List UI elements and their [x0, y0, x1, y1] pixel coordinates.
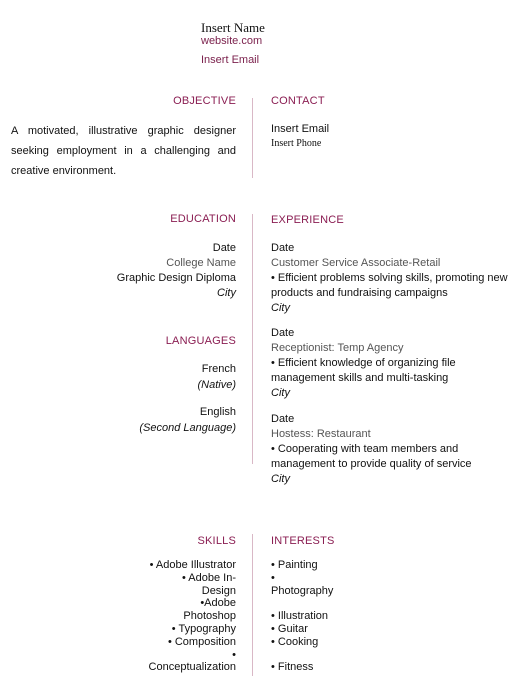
education-heading: EDUCATION [170, 213, 236, 225]
interest-spacer [271, 649, 333, 662]
interest-line: • Fitness [271, 661, 314, 674]
education-city: City [217, 287, 236, 299]
skills-heading: SKILLS [197, 535, 236, 547]
divider-education [252, 214, 253, 464]
objective-heading: OBJECTIVE [173, 95, 236, 107]
language-level: (Native) [197, 379, 236, 391]
interest-line: • Cooking [271, 635, 319, 648]
languages-heading: LANGUAGES [165, 335, 236, 347]
objective-text: A motivated, illustrative graphic designer seeking employment in a challenging and creative environment. [11, 125, 236, 177]
job-title: Receptionist: Temp Agency [271, 342, 404, 354]
skill-line: Photoshop [183, 610, 236, 623]
education-diploma: Graphic Design Diploma [116, 272, 236, 284]
job-city: City [271, 387, 290, 399]
skill-line: • Adobe Illustrator [149, 559, 236, 571]
interests-heading: INTERESTS [271, 535, 335, 547]
interest-line: Photography [271, 584, 334, 597]
job-bullet-cont: management to provide quality of service [271, 458, 472, 470]
resume-name: Insert Name [201, 20, 265, 35]
interest-line: • [271, 571, 275, 584]
skill-line: Conceptualization [148, 661, 236, 674]
contact-email: Insert Email [271, 123, 330, 135]
divider-skills [252, 534, 253, 676]
job-date: Date [271, 242, 295, 254]
experience-job [271, 326, 516, 401]
website-link[interactable]: website.com [201, 35, 263, 47]
education-block [117, 241, 236, 301]
job-date: Date [271, 327, 295, 339]
header-email: Insert Email [201, 54, 260, 66]
job-title: Hostess: Restaurant [271, 428, 371, 440]
job-bullet: • Efficient problems solving skills, promoting new [271, 272, 508, 284]
experience-job [271, 412, 516, 487]
skill-line: • Typography [171, 622, 236, 635]
job-date: Date [271, 413, 295, 425]
interest-line: • Guitar [271, 622, 308, 635]
job-bullet-cont: management skills and multi-tasking [271, 372, 449, 384]
divider-objective [252, 98, 253, 178]
contact-heading: CONTACT [271, 95, 325, 107]
job-bullet: • Cooperating with team members and [271, 443, 459, 455]
skill-line: • [232, 648, 236, 661]
skill-line: Design [201, 584, 236, 597]
job-title: Customer Service Associate-Retail [271, 257, 441, 269]
language-item [139, 406, 236, 434]
job-city: City [271, 473, 290, 485]
language-name: French [201, 363, 236, 375]
job-city: City [271, 302, 290, 314]
education-date: Date [212, 242, 236, 254]
contact-phone: Insert Phone [271, 138, 322, 149]
interests-list [271, 559, 333, 674]
language-name: English [199, 406, 236, 418]
skill-line: • Composition [167, 635, 236, 648]
education-college: College Name [166, 257, 236, 269]
skills-list [149, 559, 236, 674]
skill-line: • Adobe In- [181, 571, 236, 584]
language-item [197, 363, 236, 391]
skill-line: •Adobe [200, 597, 236, 610]
experience-heading: EXPERIENCE [271, 214, 344, 226]
experience-job [271, 241, 516, 316]
job-bullet-cont: products and fundraising campaigns [271, 287, 448, 299]
interest-spacer [271, 597, 333, 610]
language-level: (Second Language) [139, 422, 236, 434]
job-bullet: • Efficient knowledge of organizing file [271, 357, 456, 369]
interest-line: • Painting [271, 559, 318, 571]
interest-line: • Illustration [271, 610, 329, 623]
